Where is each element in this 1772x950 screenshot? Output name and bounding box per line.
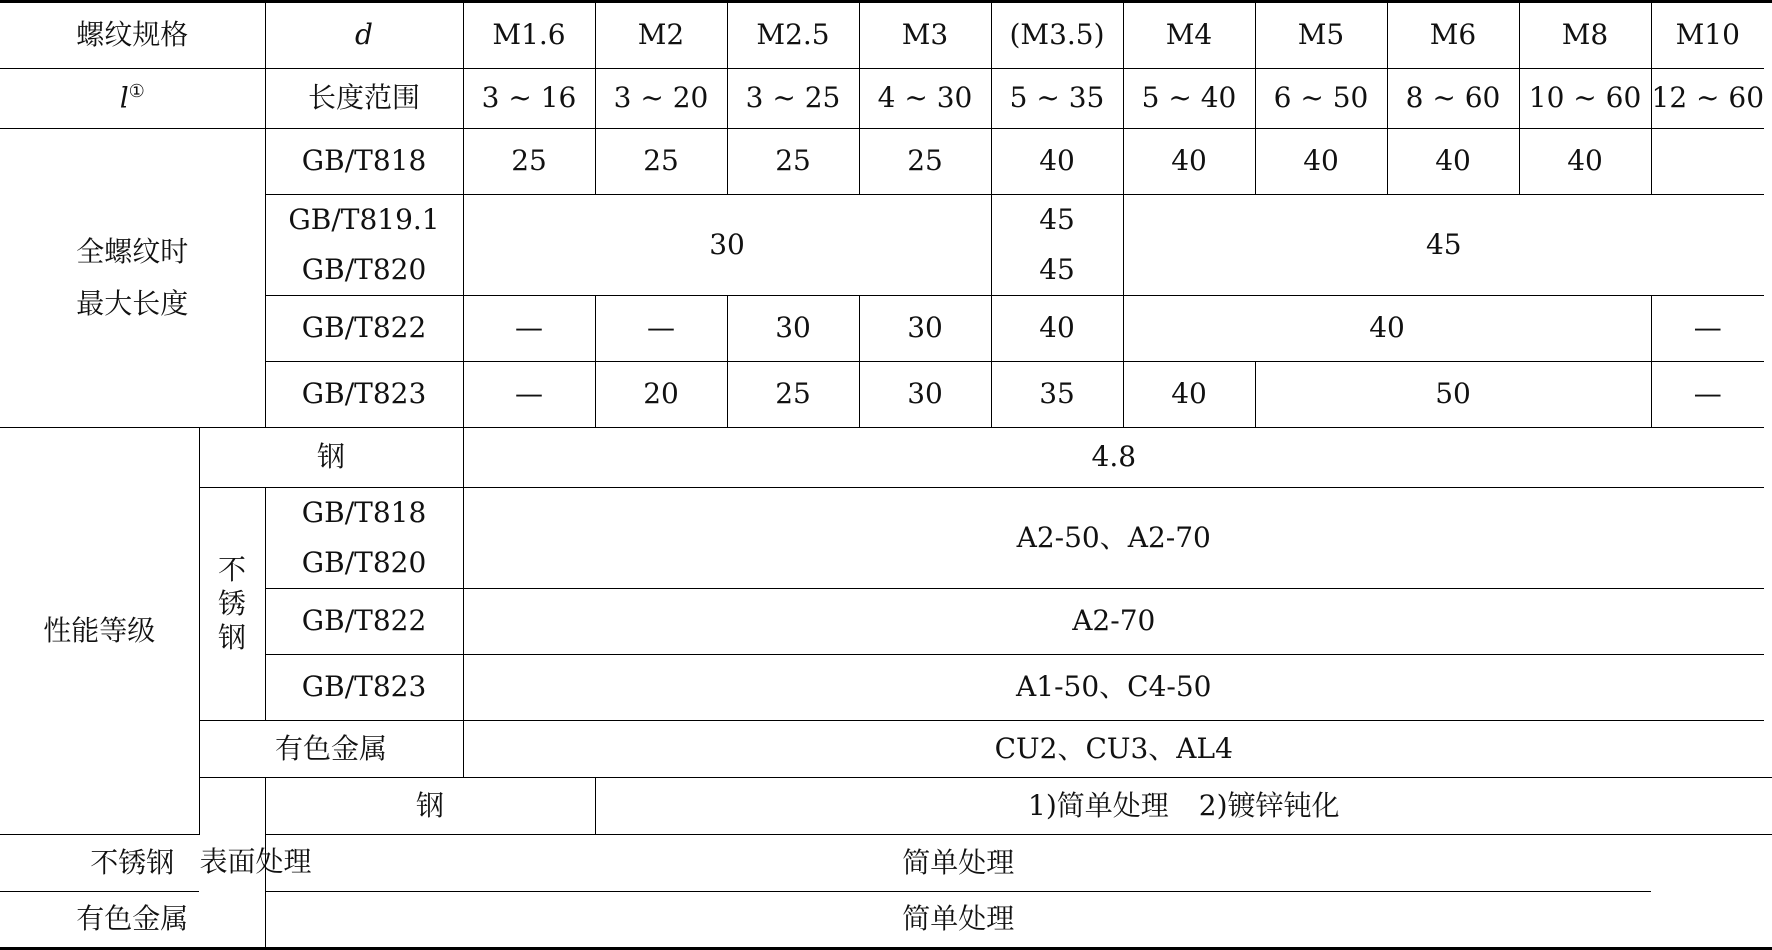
size-cell: M2.5 bbox=[727, 2, 859, 69]
length-cell: 40 bbox=[1519, 129, 1651, 195]
length-cell: 30 bbox=[859, 362, 991, 428]
range-label: 长度范围 bbox=[265, 69, 463, 129]
length-cell-m16-m3: 30 bbox=[463, 195, 991, 296]
length-cell: 25 bbox=[463, 129, 595, 195]
size-cell: M8 bbox=[1519, 2, 1651, 69]
length-cell: — bbox=[1651, 362, 1764, 428]
range-cell: 10 ~ 60 bbox=[1519, 69, 1651, 129]
grade-steel-value: 4.8 bbox=[463, 428, 1764, 488]
length-cell: 25 bbox=[859, 129, 991, 195]
size-cell: M6 bbox=[1387, 2, 1519, 69]
range-cell: 3 ~ 25 bbox=[727, 69, 859, 129]
length-cell: 40 bbox=[1387, 129, 1519, 195]
length-cell: 40 bbox=[1255, 129, 1387, 195]
std-gb823: GB/T823 bbox=[265, 362, 463, 428]
range-cell: 8 ~ 60 bbox=[1387, 69, 1519, 129]
grade-stainless-row bbox=[0, 655, 1772, 721]
surface-stainless-value: 简单处理 bbox=[265, 835, 1651, 892]
grade-steel-row bbox=[0, 428, 1772, 488]
surface-nonferrous-row bbox=[0, 892, 1772, 949]
length-cell-m4-m10: 45 bbox=[1123, 195, 1764, 296]
range-cell: 3 ~ 16 bbox=[463, 69, 595, 129]
range-cell: 3 ~ 20 bbox=[595, 69, 727, 129]
length-cell: 40 bbox=[991, 296, 1123, 362]
surface-stainless-label: 不锈钢 bbox=[0, 835, 265, 892]
length-cell: — bbox=[463, 296, 595, 362]
footnote-mark: ① bbox=[128, 81, 145, 103]
length-cell: 20 bbox=[595, 362, 727, 428]
surface-nonferrous-value: 简单处理 bbox=[265, 892, 1651, 949]
grade-stainless-row bbox=[0, 589, 1772, 655]
l-symbol-cell bbox=[0, 69, 265, 129]
length-cell: 30 bbox=[727, 296, 859, 362]
size-cell: (M3.5) bbox=[991, 2, 1123, 69]
length-cell-m4-m8: 40 bbox=[1123, 296, 1651, 362]
size-cell: M1.6 bbox=[463, 2, 595, 69]
length-range-row bbox=[0, 69, 1772, 129]
range-cell: 5 ~ 35 bbox=[991, 69, 1123, 129]
surface-label: 表面处理 bbox=[199, 778, 265, 949]
surface-steel-value bbox=[595, 778, 1772, 835]
length-cell: 25 bbox=[595, 129, 727, 195]
max-length-label bbox=[0, 129, 265, 428]
stainless-char: 钢 bbox=[218, 621, 247, 654]
stainless-char: 锈 bbox=[218, 587, 247, 620]
range-cell: 6 ~ 50 bbox=[1255, 69, 1387, 129]
std-gb819-820 bbox=[265, 195, 463, 296]
grade-nonferrous-label: 有色金属 bbox=[199, 721, 463, 778]
length-cell bbox=[1651, 129, 1764, 195]
gb822-length-row bbox=[0, 296, 1772, 362]
length-m35-gb819: 45 bbox=[1039, 203, 1075, 236]
surface-nonferrous-label: 有色金属 bbox=[0, 892, 265, 949]
gb818-length-row bbox=[0, 129, 1772, 195]
grade-nonferrous-row bbox=[0, 721, 1772, 778]
size-cell: M10 bbox=[1651, 2, 1764, 69]
std-gb822: GB/T822 bbox=[265, 296, 463, 362]
length-cell: — bbox=[1651, 296, 1764, 362]
grade-steel-label: 钢 bbox=[199, 428, 463, 488]
gb823-length-row bbox=[0, 362, 1772, 428]
length-cell: 40 bbox=[1123, 129, 1255, 195]
grade-stainless-row bbox=[0, 488, 1772, 589]
std-gb820: GB/T820 bbox=[301, 253, 427, 286]
std-gb823: GB/T823 bbox=[265, 655, 463, 721]
grade-value: A2-70 bbox=[463, 589, 1764, 655]
length-cell: 25 bbox=[727, 362, 859, 428]
gb819-820-length-row bbox=[0, 195, 1772, 296]
std-gb818: GB/T818 bbox=[265, 129, 463, 195]
spec-label: 螺纹规格 bbox=[0, 2, 265, 69]
l-symbol: l bbox=[119, 81, 129, 115]
length-cell: 40 bbox=[1123, 362, 1255, 428]
length-m35-gb820: 45 bbox=[1039, 253, 1075, 286]
length-cell-m35 bbox=[991, 195, 1123, 296]
surface-steel-row bbox=[0, 778, 1772, 835]
size-cell: M2 bbox=[595, 2, 727, 69]
max-length-label-line1: 全螺纹时 bbox=[76, 235, 189, 268]
std-gb820: GB/T820 bbox=[301, 546, 427, 579]
length-cell: — bbox=[463, 362, 595, 428]
grade-value: A2-50、A2-70 bbox=[463, 488, 1764, 589]
range-cell: 5 ~ 40 bbox=[1123, 69, 1255, 129]
std-gb818-820 bbox=[265, 488, 463, 589]
std-gb822: GB/T822 bbox=[265, 589, 463, 655]
grade-value: A1-50、C4-50 bbox=[463, 655, 1764, 721]
length-cell: 30 bbox=[859, 296, 991, 362]
std-gb819: GB/T819.1 bbox=[288, 203, 440, 236]
size-cell: M4 bbox=[1123, 2, 1255, 69]
grade-nonferrous-value: CU2、CU3、AL4 bbox=[463, 721, 1764, 778]
range-cell: 4 ~ 30 bbox=[859, 69, 991, 129]
thread-size-row bbox=[0, 2, 1772, 69]
stainless-char: 不 bbox=[218, 553, 247, 586]
std-gb818: GB/T818 bbox=[301, 496, 427, 529]
d-symbol: d bbox=[265, 2, 463, 69]
range-cell: 12 ~ 60 bbox=[1651, 69, 1764, 129]
max-length-label-line2: 最大长度 bbox=[76, 287, 189, 320]
length-cell: 40 bbox=[991, 129, 1123, 195]
size-cell: M5 bbox=[1255, 2, 1387, 69]
surface-option-1: 1)简单处理 bbox=[1028, 788, 1169, 822]
size-cell: M3 bbox=[859, 2, 991, 69]
length-cell-m5-m8: 50 bbox=[1255, 362, 1651, 428]
stainless-label bbox=[199, 488, 265, 721]
length-cell: 35 bbox=[991, 362, 1123, 428]
length-cell: — bbox=[595, 296, 727, 362]
surface-steel-label: 钢 bbox=[265, 778, 595, 835]
grade-label: 性能等级 bbox=[0, 428, 199, 835]
length-cell: 25 bbox=[727, 129, 859, 195]
surface-option-2: 2)镀锌钝化 bbox=[1198, 788, 1340, 822]
